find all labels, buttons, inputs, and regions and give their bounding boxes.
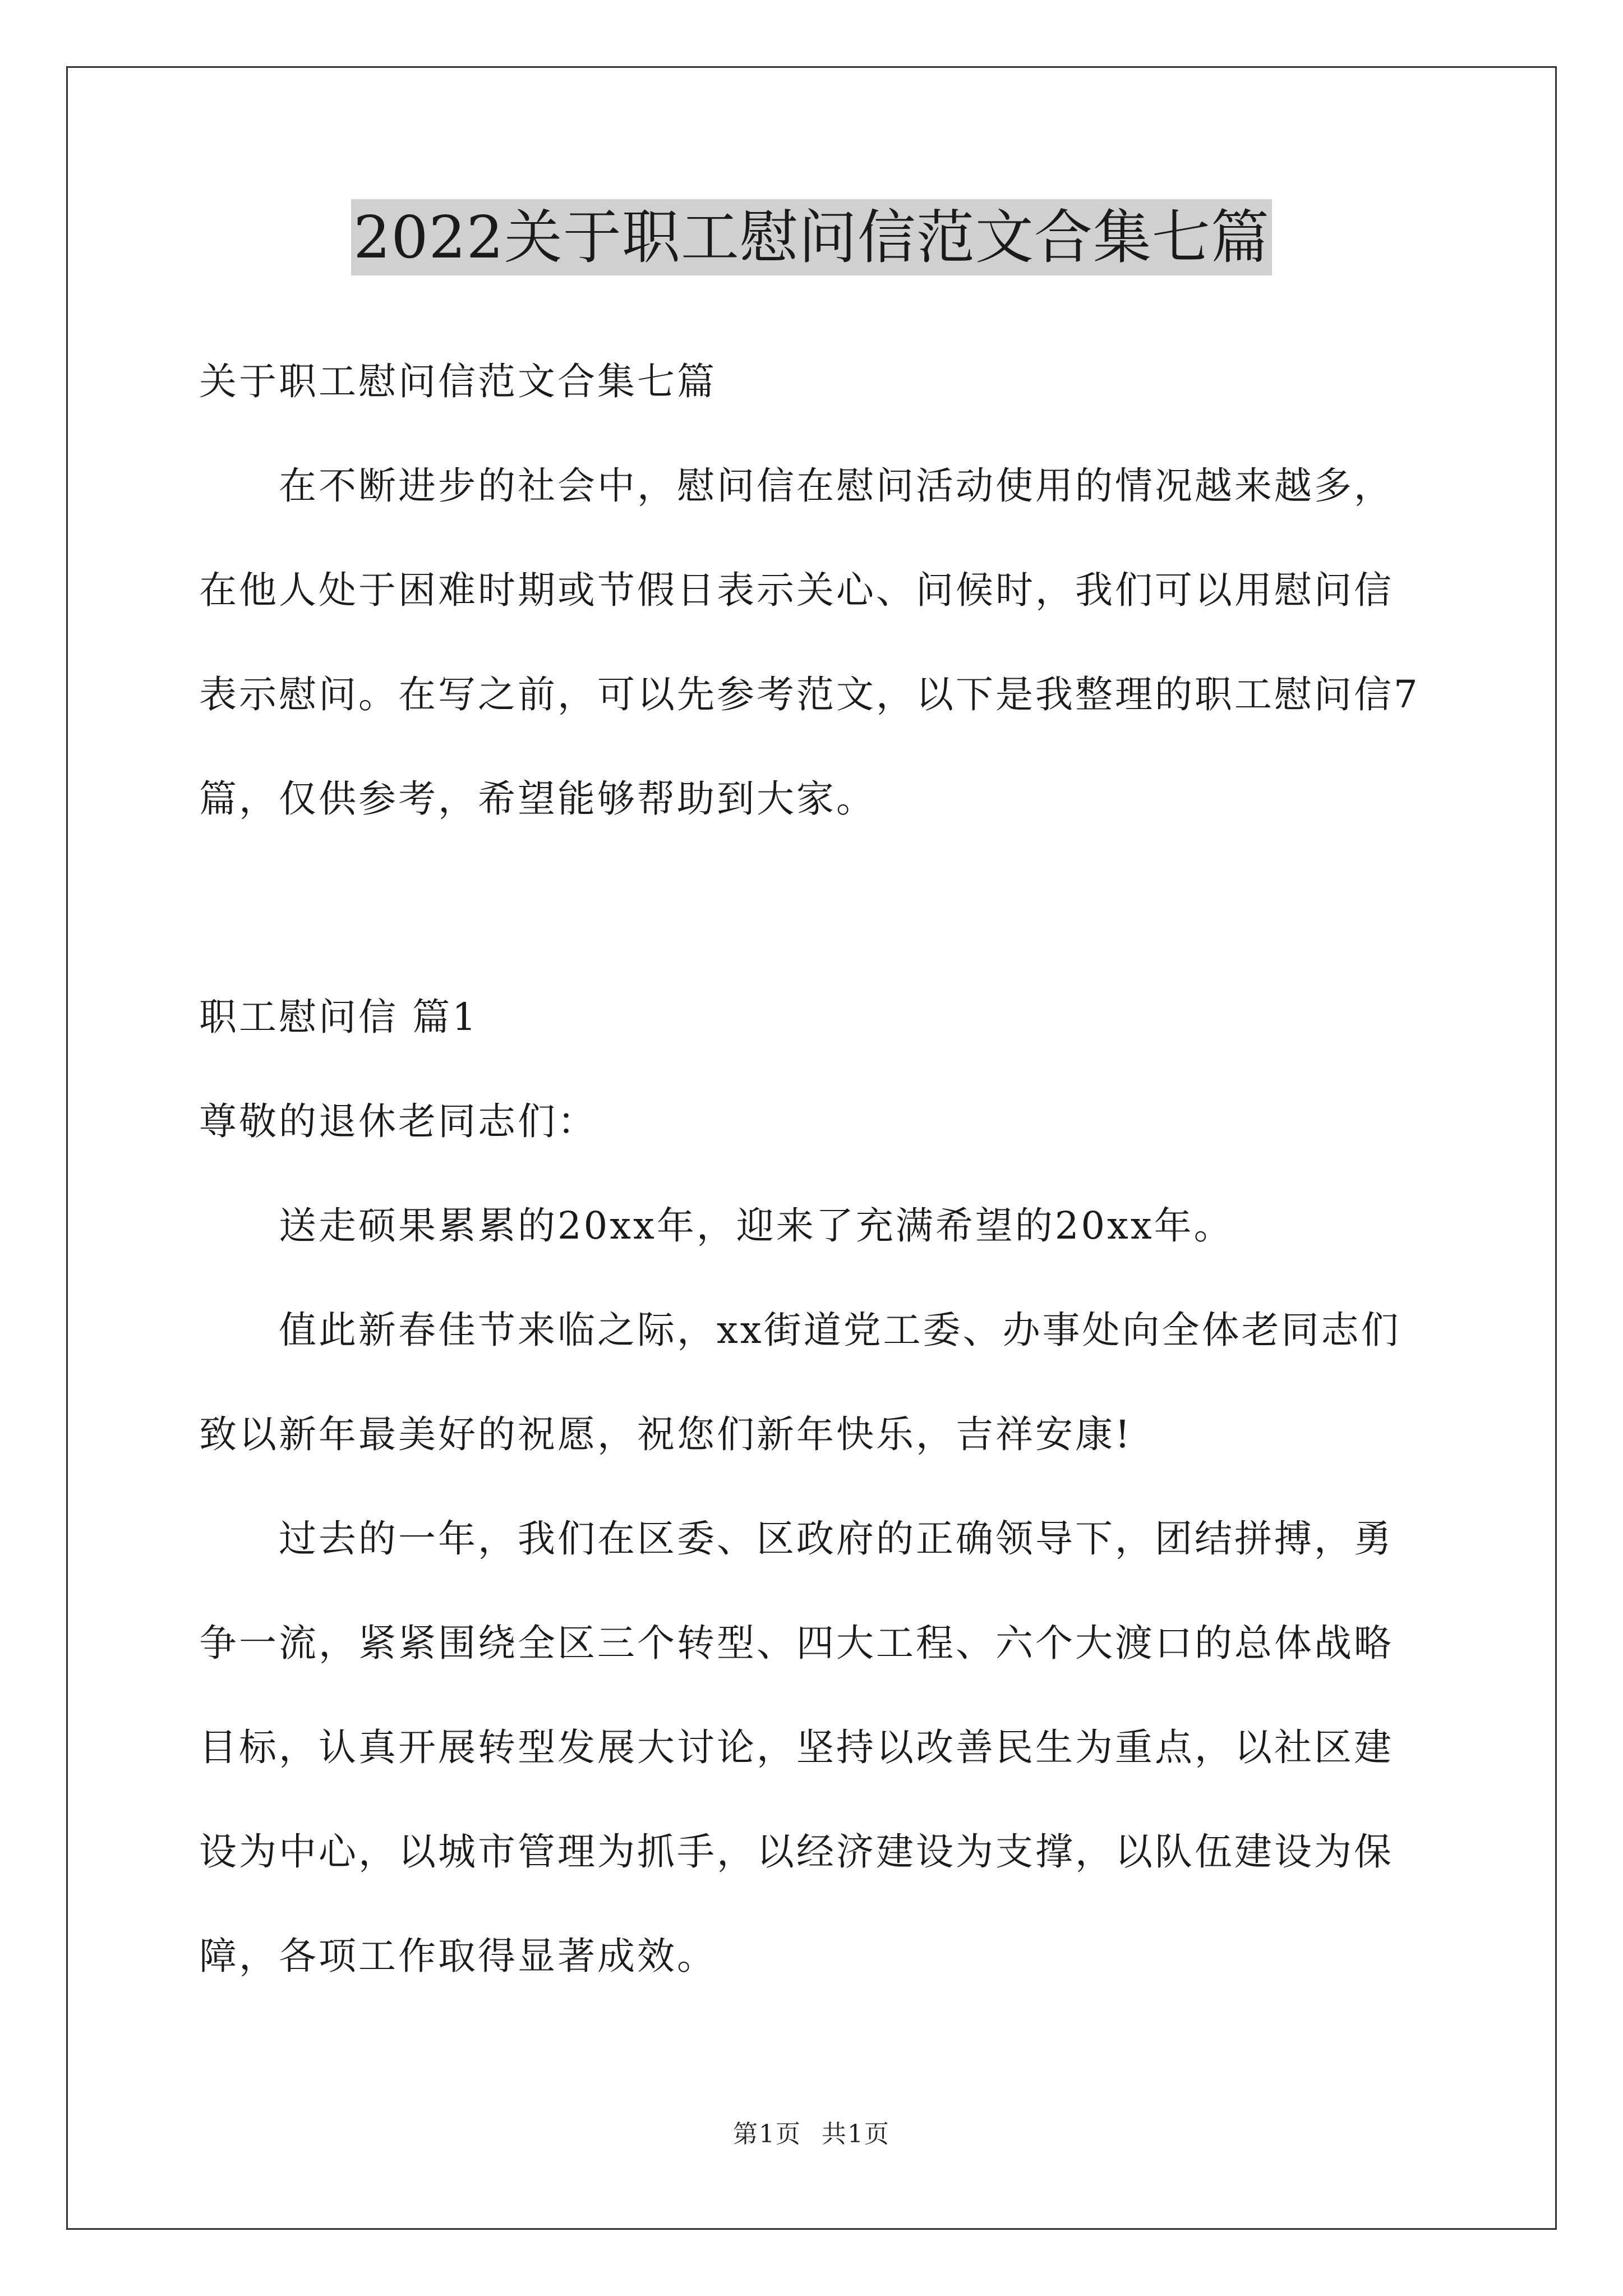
paragraph-1: 送走硕果累累的20xx年，迎来了充满希望的20xx年。 (199, 1204, 1234, 1248)
page-total: 共1页 (822, 2120, 890, 2148)
paragraph-3-line-5: 障，各项工作取得显著成效。 (199, 1934, 717, 1978)
paragraph-2-line-2: 致以新年最美好的祝愿，祝您们新年快乐，吉祥安康! (199, 1412, 1132, 1456)
document-subtitle: 关于职工慰问信范文合集七篇 (199, 360, 717, 403)
page-footer (0, 2118, 1623, 2151)
document-title: 2022关于职工慰问信范文合集七篇 (351, 199, 1272, 275)
paragraph-2-line-1: 值此新春佳节来临之际，xx街道党工委、办事处向全体老同志们 (199, 1308, 1401, 1352)
intro-line-3: 表示慰问。在写之前，可以先参考范文，以下是我整理的职工慰问信7 (199, 673, 1420, 716)
paragraph-3-line-2: 争一流，紧紧围绕全区三个转型、四大工程、六个大渡口的总体战略 (199, 1621, 1394, 1665)
title-container (0, 199, 1623, 275)
paragraph-3-line-4: 设为中心，以城市管理为抓手，以经济建设为支撑，以队伍建设为保 (199, 1830, 1394, 1874)
intro-line-4: 篇，仅供参考，希望能够帮助到大家。 (199, 777, 876, 821)
page-current: 第1页 (733, 2120, 801, 2148)
intro-line-1: 在不断进步的社会中，慰问信在慰问活动使用的情况越来越多， (199, 464, 1394, 508)
intro-line-2: 在他人处于困难时期或节假日表示关心、问候时，我们可以用慰问信 (199, 568, 1394, 612)
paragraph-3-line-3: 目标，认真开展转型发展大讨论，坚持以改善民生为重点，以社区建 (199, 1726, 1394, 1769)
salutation: 尊敬的退休老同志们： (199, 1099, 597, 1143)
section-heading: 职工慰问信 篇1 (199, 995, 478, 1039)
paragraph-3-line-1: 过去的一年，我们在区委、区政府的正确领导下，团结拼搏，勇 (199, 1517, 1394, 1561)
